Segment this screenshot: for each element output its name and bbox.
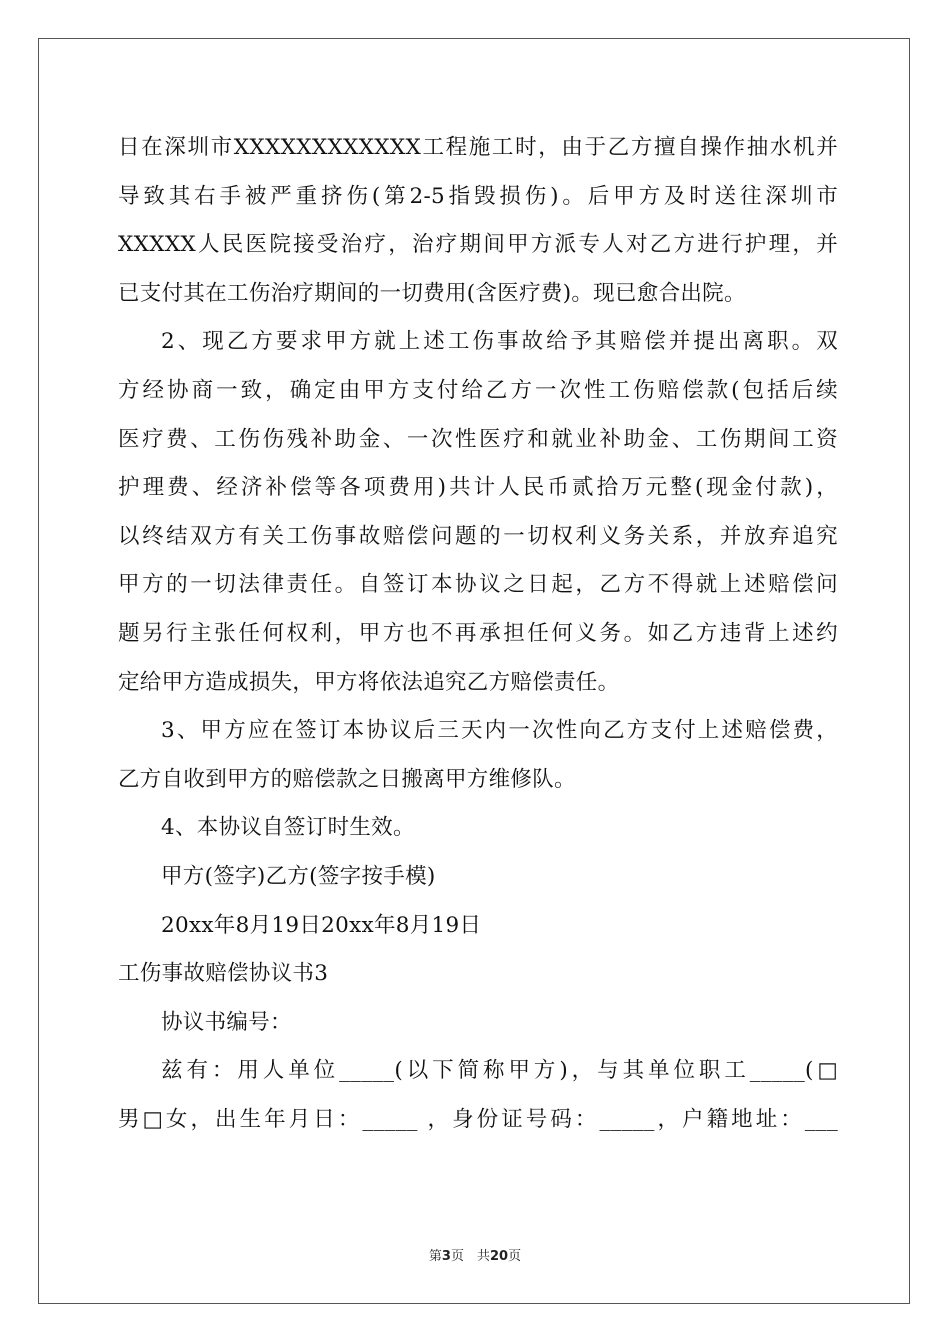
total-pages: 20	[489, 1249, 509, 1264]
paragraph-clause-4	[118, 804, 838, 853]
footer-prefix: 第	[428, 1249, 442, 1264]
text-line: XXXXX人民医院接受治疗，治疗期间甲方派专人对乙方进行护理，并	[118, 232, 838, 258]
footer-suffix: 页	[508, 1249, 522, 1264]
text-line: 甲方的一切法律责任。自签订本协议之日起，乙方不得就上述赔偿问	[118, 572, 838, 598]
text-line: 日在深圳市XXXXXXXXXXXX工程施工时，由于乙方擅自操作抽水机并	[118, 135, 838, 160]
text-line: 工伤事故赔偿协议书3	[118, 961, 329, 987]
text-line: 导致其右手被严重挤伤(第2-5指毁损伤)。后甲方及时送往深圳市	[118, 183, 838, 209]
paragraph-parties	[118, 1047, 838, 1144]
text-line: 已支付其在工伤治疗期间的一切费用(含医疗费)。现已愈合出院。	[118, 280, 746, 306]
date-line	[118, 902, 838, 951]
text-line: 3、甲方应在签订本协议后三天内一次性向乙方支付上述赔偿费，	[161, 718, 838, 744]
text-line: 定给甲方造成损失，甲方将依法追究乙方赔偿责任。	[118, 669, 620, 695]
current-page-number: 3	[441, 1249, 451, 1264]
text-line: 2、现乙方要求甲方就上述工伤事故给予其赔偿并提出离职。双	[161, 329, 838, 355]
paragraph-clause-3	[118, 707, 838, 804]
page-footer	[0, 1245, 950, 1264]
text-line: 题另行主张任何权利，甲方也不再承担任何义务。如乙方违背上述约	[118, 620, 838, 646]
signature-line	[118, 853, 838, 902]
text-line: 护理费、经济补偿等各项费用)共计人民币贰拾万元整(现金付款)，	[118, 475, 838, 501]
agreement-number	[118, 999, 838, 1048]
text-line: 20xx年8月19日20xx年8月19日	[161, 912, 482, 938]
text-line: 以终结双方有关工伤事故赔偿问题的一切权利义务关系，并放弃追究	[118, 523, 838, 549]
text-line: 方经协商一致，确定由甲方支付给乙方一次性工伤赔偿款(包括后续	[118, 377, 838, 403]
text-line: 男□女，出生年月日：_____ ，身份证号码：_____，户籍地址：___	[118, 1106, 838, 1132]
text-line: 协议书编号：	[161, 1009, 292, 1035]
section-title	[118, 950, 838, 999]
paragraph-clause-2	[118, 318, 838, 707]
footer-mid: 页 共	[450, 1249, 490, 1264]
document-body	[118, 124, 838, 1144]
text-line: 医疗费、工伤伤残补助金、一次性医疗和就业补助金、工伤期间工资	[118, 426, 838, 452]
text-line: 乙方自收到甲方的赔偿款之日搬离甲方维修队。	[118, 766, 576, 792]
text-line: 甲方(签字)乙方(签字按手模)	[161, 863, 436, 889]
text-line: 4、本协议自签订时生效。	[161, 815, 415, 841]
text-line: 兹有：用人单位_____(以下简称甲方)，与其单位职工_____(□	[161, 1058, 838, 1084]
paragraph-accident-details	[118, 124, 838, 318]
